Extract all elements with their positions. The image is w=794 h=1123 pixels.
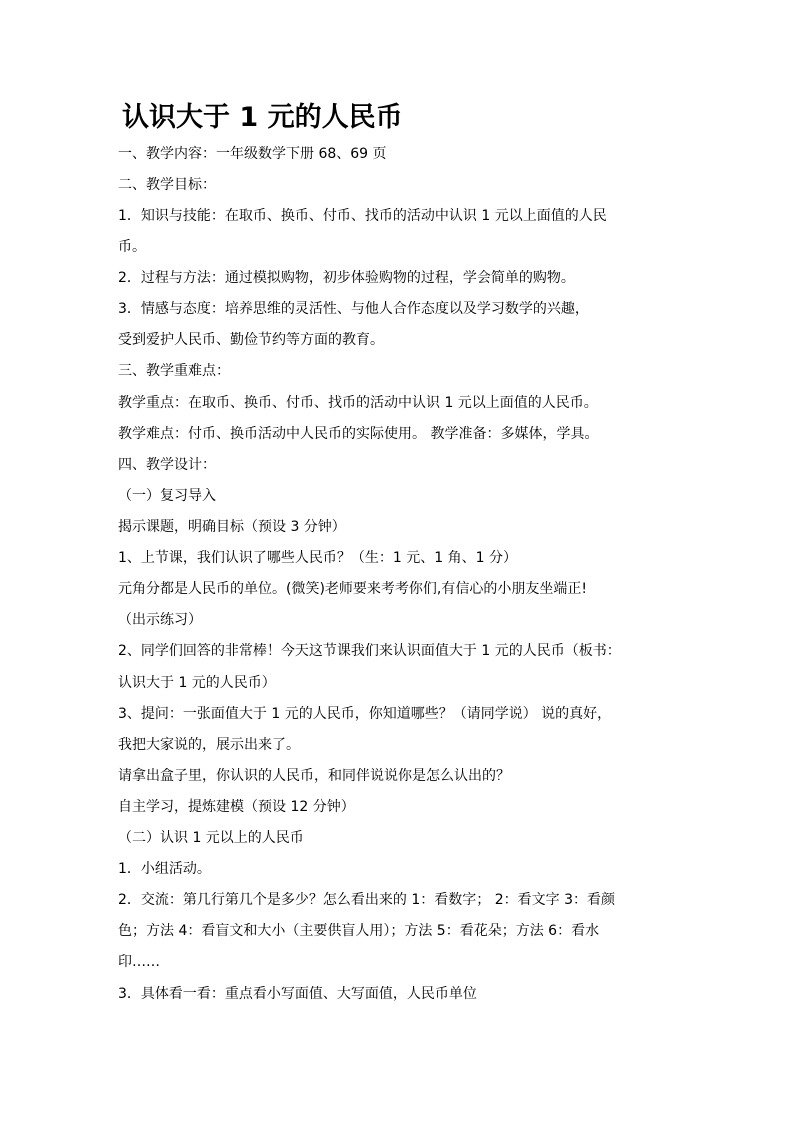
text-line: 我把大家说的，展示出来了。 bbox=[118, 737, 300, 753]
text-line: 揭示课题，明确目标（预设 3 分钟） bbox=[118, 519, 346, 535]
text-line: 2．过程与方法：通过模拟购物，初步体验购物的过程，学会简单的购物。 bbox=[118, 270, 575, 286]
text-line: 3．情感与态度：培养思维的灵活性、与他人合作态度以及学习数学的兴趣， bbox=[118, 301, 589, 317]
text-line: 教学难点：付币、换币活动中人民币的实际使用。 教学准备：多媒体，学具。 bbox=[118, 426, 599, 442]
text-line: 色；方法 4：看盲文和大小（主要供盲人用）；方法 5：看花朵；方法 6：看水 bbox=[118, 923, 600, 939]
text-line: 自主学习，提炼建模（预设 12 分钟） bbox=[118, 799, 355, 815]
text-line: 2、同学们回答的非常棒！今天这节课我们来认识面值大于 1 元的人民币（板书： bbox=[118, 643, 621, 659]
text-line: 一、教学内容：一年级数学下册 68、69 页 bbox=[118, 146, 387, 162]
text-line: 1、上节课，我们认识了哪些人民币？（生：1 元、1 角、1 分） bbox=[118, 550, 517, 566]
document-title: 认识大于 1 元的人民币 bbox=[122, 102, 403, 133]
text-line: 二、教学目标： bbox=[118, 177, 216, 193]
text-line: 1．小组活动。 bbox=[118, 861, 211, 877]
text-line: 元角分都是人民币的单位。(微笑)老师要来考考你们,有信心的小朋友坐端正! bbox=[118, 581, 587, 597]
text-line: 教学重点：在取币、换币、付币、找币的活动中认识 1 元以上面值的人民币。 bbox=[118, 395, 598, 411]
text-line: 请拿出盒子里，你认识的人民币，和同伴说说你是怎么认出的？ bbox=[118, 768, 510, 784]
text-line: （出示练习） bbox=[118, 612, 202, 628]
text-line: 受到爱护人民币、勤俭节约等方面的教育。 bbox=[118, 332, 384, 348]
text-line: （一）复习导入 bbox=[118, 488, 216, 504]
text-line: 3．具体看一看：重点看小写面值、大写面值，人民币单位 bbox=[118, 986, 477, 1002]
text-line: 四、教学设计： bbox=[118, 457, 216, 473]
text-line: 三、教学重难点： bbox=[118, 363, 230, 379]
text-line: 3、提问：一张面值大于 1 元的人民币，你知道哪些？（请同学说） 说的真好， bbox=[118, 706, 612, 722]
text-line: 认识大于 1 元的人民币） bbox=[118, 675, 276, 691]
text-line: 币。 bbox=[118, 239, 146, 255]
text-line: 印…… bbox=[118, 954, 160, 970]
text-line: 2．交流：第几行第几个是多少？怎么看出来的 1：看数字； 2：看文字 3：看颜 bbox=[118, 892, 615, 908]
text-line: 1．知识与技能：在取币、换币、付币、找币的活动中认识 1 元以上面值的人民 bbox=[118, 208, 607, 224]
text-line: （二）认识 1 元以上的人民币 bbox=[118, 830, 304, 846]
